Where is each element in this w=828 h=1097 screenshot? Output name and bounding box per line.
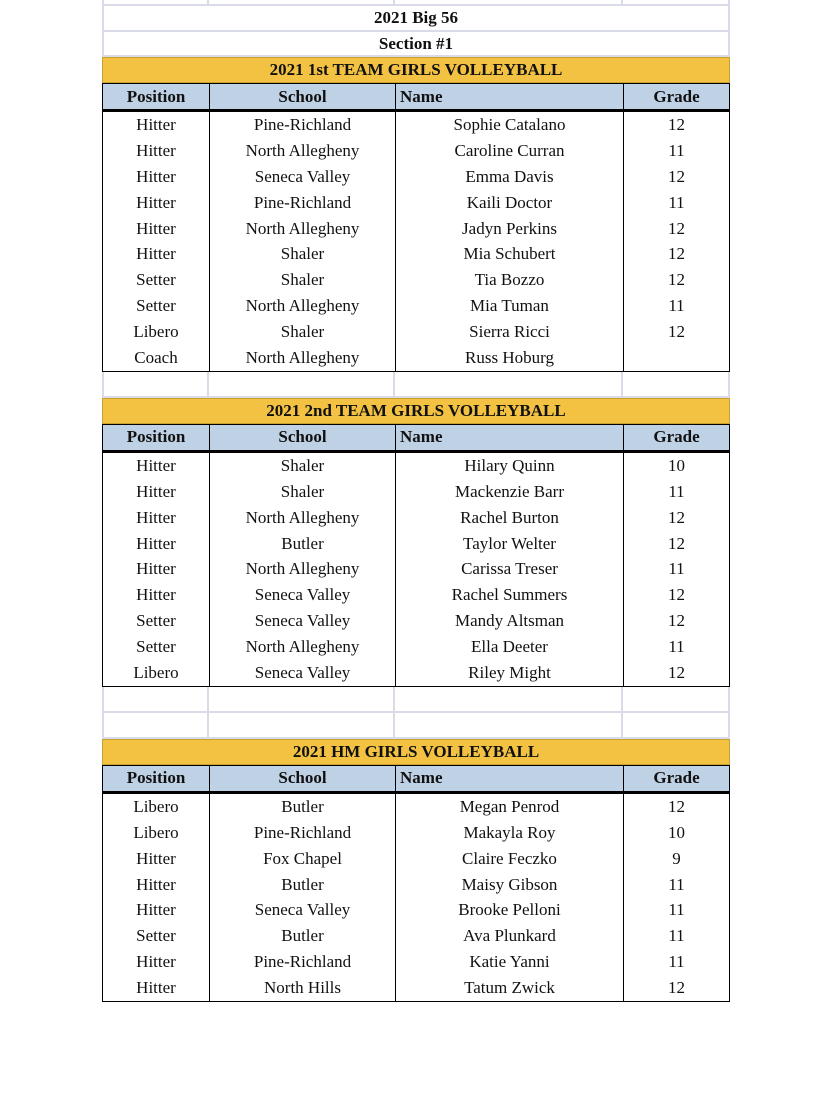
table-row [102, 293, 730, 319]
cell-school: Seneca Valley [209, 164, 395, 190]
cell-name: Tatum Zwick [395, 975, 623, 1001]
cell-grade: 12 [623, 505, 730, 531]
grid-row [102, 687, 730, 713]
table-row [102, 872, 730, 898]
cell-grade: 12 [623, 267, 730, 293]
spreadsheet [102, 0, 730, 1002]
cell-position: Hitter [102, 872, 209, 898]
cell-grade: 11 [623, 923, 730, 949]
cell-grade: 10 [623, 453, 730, 479]
cell-name: Brooke Pelloni [395, 897, 623, 923]
col-school-header: School [209, 765, 395, 791]
cell-school: Butler [209, 872, 395, 898]
cell-name: Kaili Doctor [395, 190, 623, 216]
cell-grade: 12 [623, 794, 730, 820]
cell-name: Carissa Treser [395, 556, 623, 582]
cell-name: Sophie Catalano [395, 112, 623, 138]
cell-name: Jadyn Perkins [395, 216, 623, 242]
cell-position: Hitter [102, 897, 209, 923]
cell-position: Hitter [102, 975, 209, 1001]
team-2-title: 2021 2nd TEAM GIRLS VOLLEYBALL [102, 398, 730, 424]
cell-grade: 12 [623, 582, 730, 608]
cell-grade: 11 [623, 949, 730, 975]
cell-school: Butler [209, 923, 395, 949]
cell-school: Pine-Richland [209, 949, 395, 975]
table-row [102, 897, 730, 923]
cell-school: Shaler [209, 479, 395, 505]
col-position-header: Position [102, 424, 209, 450]
team-1-header-row [102, 83, 730, 112]
section-label: Section #1 [102, 32, 730, 57]
table-row [102, 794, 730, 820]
cell-position: Hitter [102, 846, 209, 872]
cell-name: Russ Hoburg [395, 345, 623, 371]
team-2-body [102, 453, 730, 687]
table-row [102, 975, 730, 1001]
team-banner-row [102, 57, 730, 83]
grid-row [102, 713, 730, 739]
table-row [102, 319, 730, 345]
table-row [102, 949, 730, 975]
col-position-header: Position [102, 765, 209, 791]
cell-school: Fox Chapel [209, 846, 395, 872]
cell-school: North Allegheny [209, 505, 395, 531]
cell-school: North Allegheny [209, 556, 395, 582]
cell-name: Riley Might [395, 660, 623, 686]
cell-grade: 11 [623, 634, 730, 660]
table-row [102, 820, 730, 846]
cell-position: Hitter [102, 190, 209, 216]
cell-grade: 11 [623, 897, 730, 923]
table-row [102, 190, 730, 216]
cell-position: Coach [102, 345, 209, 371]
col-name-header: Name [395, 424, 623, 450]
cell-school: North Allegheny [209, 216, 395, 242]
cell-school: North Allegheny [209, 345, 395, 371]
cell-school: Seneca Valley [209, 897, 395, 923]
cell-grade [623, 345, 730, 371]
team-3-body [102, 794, 730, 1002]
cell-position: Hitter [102, 453, 209, 479]
cell-name: Mia Schubert [395, 241, 623, 267]
cell-position: Setter [102, 608, 209, 634]
cell-position: Libero [102, 660, 209, 686]
cell-name: Mia Tuman [395, 293, 623, 319]
cell-grade: 12 [623, 241, 730, 267]
team-3-title: 2021 HM GIRLS VOLLEYBALL [102, 739, 730, 765]
cell-position: Hitter [102, 556, 209, 582]
cell-position: Hitter [102, 138, 209, 164]
cell-name: Tia Bozzo [395, 267, 623, 293]
cell-position: Hitter [102, 216, 209, 242]
cell-grade: 12 [623, 319, 730, 345]
cell-school: North Allegheny [209, 138, 395, 164]
table-row [102, 241, 730, 267]
team-banner-row [102, 398, 730, 424]
col-grade-header: Grade [623, 83, 730, 109]
cell-grade: 11 [623, 138, 730, 164]
cell-name: Mandy Altsman [395, 608, 623, 634]
cell-position: Hitter [102, 164, 209, 190]
cell-position: Setter [102, 293, 209, 319]
table-row [102, 164, 730, 190]
col-school-header: School [209, 424, 395, 450]
table-row [102, 505, 730, 531]
cell-grade: 12 [623, 608, 730, 634]
cell-grade: 9 [623, 846, 730, 872]
cell-name: Rachel Summers [395, 582, 623, 608]
cell-school: North Allegheny [209, 293, 395, 319]
table-row [102, 112, 730, 138]
grid-row [102, 372, 730, 398]
cell-position: Libero [102, 794, 209, 820]
cell-grade: 11 [623, 479, 730, 505]
cell-school: North Allegheny [209, 634, 395, 660]
cell-grade: 10 [623, 820, 730, 846]
cell-position: Hitter [102, 112, 209, 138]
col-position-header: Position [102, 83, 209, 109]
cell-position: Setter [102, 923, 209, 949]
team-1-title: 2021 1st TEAM GIRLS VOLLEYBALL [102, 57, 730, 83]
cell-school: Pine-Richland [209, 820, 395, 846]
cell-school: Shaler [209, 319, 395, 345]
cell-grade: 11 [623, 293, 730, 319]
table-row [102, 138, 730, 164]
cell-school: North Hills [209, 975, 395, 1001]
team-banner-row [102, 739, 730, 765]
cell-school: Seneca Valley [209, 582, 395, 608]
cell-grade: 12 [623, 164, 730, 190]
table-row [102, 608, 730, 634]
cell-position: Hitter [102, 531, 209, 557]
col-school-header: School [209, 83, 395, 109]
cell-name: Ella Deeter [395, 634, 623, 660]
cell-name: Rachel Burton [395, 505, 623, 531]
col-grade-header: Grade [623, 424, 730, 450]
cell-school: Shaler [209, 453, 395, 479]
cell-name: Emma Davis [395, 164, 623, 190]
cell-grade: 12 [623, 216, 730, 242]
cell-name: Megan Penrod [395, 794, 623, 820]
cell-grade: 11 [623, 872, 730, 898]
cell-position: Setter [102, 634, 209, 660]
table-row [102, 216, 730, 242]
table-row [102, 634, 730, 660]
cell-school: Shaler [209, 267, 395, 293]
cell-name: Mackenzie Barr [395, 479, 623, 505]
cell-school: Seneca Valley [209, 608, 395, 634]
team-2-header-row [102, 424, 730, 453]
cell-school: Butler [209, 794, 395, 820]
col-name-header: Name [395, 83, 623, 109]
page-title: 2021 Big 56 [102, 6, 730, 32]
table-row [102, 923, 730, 949]
cell-position: Hitter [102, 479, 209, 505]
cell-school: Pine-Richland [209, 112, 395, 138]
table-row [102, 479, 730, 505]
cell-grade: 12 [623, 975, 730, 1001]
table-row [102, 453, 730, 479]
cell-name: Caroline Curran [395, 138, 623, 164]
table-row [102, 267, 730, 293]
section-row [102, 32, 730, 57]
cell-grade: 11 [623, 190, 730, 216]
cell-position: Hitter [102, 949, 209, 975]
team-3-header-row [102, 765, 730, 794]
cell-position: Hitter [102, 582, 209, 608]
cell-name: Claire Feczko [395, 846, 623, 872]
cell-name: Ava Plunkard [395, 923, 623, 949]
table-row [102, 531, 730, 557]
cell-position: Hitter [102, 241, 209, 267]
cell-grade: 12 [623, 660, 730, 686]
table-row [102, 846, 730, 872]
cell-position: Hitter [102, 505, 209, 531]
cell-position: Libero [102, 820, 209, 846]
team-1-body [102, 112, 730, 372]
cell-grade: 11 [623, 556, 730, 582]
col-name-header: Name [395, 765, 623, 791]
cell-position: Libero [102, 319, 209, 345]
cell-school: Shaler [209, 241, 395, 267]
cell-grade: 12 [623, 112, 730, 138]
table-row [102, 345, 730, 371]
cell-name: Makayla Roy [395, 820, 623, 846]
table-row [102, 660, 730, 686]
cell-name: Maisy Gibson [395, 872, 623, 898]
cell-school: Pine-Richland [209, 190, 395, 216]
title-row [102, 6, 730, 32]
cell-grade: 12 [623, 531, 730, 557]
cell-school: Butler [209, 531, 395, 557]
cell-name: Sierra Ricci [395, 319, 623, 345]
cell-school: Seneca Valley [209, 660, 395, 686]
table-row [102, 582, 730, 608]
cell-name: Katie Yanni [395, 949, 623, 975]
table-row [102, 556, 730, 582]
cell-name: Taylor Welter [395, 531, 623, 557]
col-grade-header: Grade [623, 765, 730, 791]
cell-position: Setter [102, 267, 209, 293]
cell-name: Hilary Quinn [395, 453, 623, 479]
